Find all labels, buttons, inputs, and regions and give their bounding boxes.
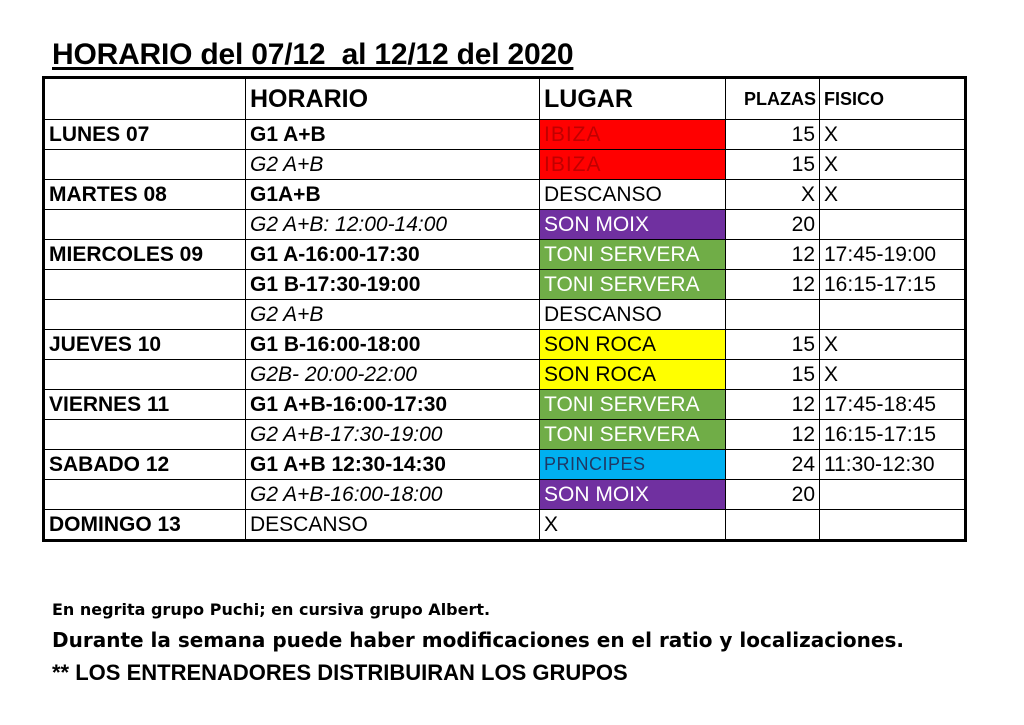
table-row bbox=[44, 240, 966, 270]
lugar-cell: TONI SERVERA bbox=[540, 240, 726, 270]
lugar-cell: SON MOIX bbox=[540, 480, 726, 510]
table-row bbox=[44, 450, 966, 480]
day-cell bbox=[44, 420, 246, 450]
table-row bbox=[44, 150, 966, 180]
note-groups-legend: En negrita grupo Puchi; en cursiva grupo Albert. bbox=[52, 600, 491, 619]
lugar-cell: TONI SERVERA bbox=[540, 420, 726, 450]
table-row bbox=[44, 300, 966, 330]
day-cell: DOMINGO 13 bbox=[44, 510, 246, 541]
plazas-cell: 20 bbox=[726, 210, 820, 240]
horario-cell: G2 A+B bbox=[246, 150, 540, 180]
schedule-body bbox=[44, 78, 966, 541]
fisico-cell: X bbox=[820, 330, 966, 360]
horario-cell: G1A+B bbox=[246, 180, 540, 210]
fisico-cell bbox=[820, 300, 966, 330]
fisico-cell: X bbox=[820, 120, 966, 150]
plazas-cell: 12 bbox=[726, 270, 820, 300]
day-cell: VIERNES 11 bbox=[44, 390, 246, 420]
horario-cell: G2 A+B: 12:00-14:00 bbox=[246, 210, 540, 240]
header-row bbox=[44, 78, 966, 120]
plazas-cell: 24 bbox=[726, 450, 820, 480]
table-row bbox=[44, 180, 966, 210]
fisico-cell: X bbox=[820, 180, 966, 210]
horario-cell: G1 A+B-16:00-17:30 bbox=[246, 390, 540, 420]
plazas-cell: 15 bbox=[726, 360, 820, 390]
plazas-cell: 15 bbox=[726, 330, 820, 360]
fisico-cell: X bbox=[820, 150, 966, 180]
table-row bbox=[44, 510, 966, 541]
horario-cell: G2B- 20:00-22:00 bbox=[246, 360, 540, 390]
plazas-cell: 20 bbox=[726, 480, 820, 510]
fisico-cell: 17:45-19:00 bbox=[820, 240, 966, 270]
fisico-cell: 16:15-17:15 bbox=[820, 420, 966, 450]
lugar-cell: DESCANSO bbox=[540, 300, 726, 330]
header-lugar: LUGAR bbox=[540, 78, 726, 120]
day-cell bbox=[44, 360, 246, 390]
lugar-cell: SON ROCA bbox=[540, 360, 726, 390]
horario-cell: G1 A-16:00-17:30 bbox=[246, 240, 540, 270]
header-plazas: PLAZAS bbox=[726, 78, 820, 120]
day-cell bbox=[44, 210, 246, 240]
horario-cell: G1 B-17:30-19:00 bbox=[246, 270, 540, 300]
table-row bbox=[44, 120, 966, 150]
day-cell: SABADO 12 bbox=[44, 450, 246, 480]
day-cell bbox=[44, 150, 246, 180]
note-coaches: ** LOS ENTRENADORES DISTRIBUIRAN LOS GRUPOS bbox=[52, 660, 628, 685]
day-cell bbox=[44, 480, 246, 510]
table-row bbox=[44, 390, 966, 420]
fisico-cell: 16:15-17:15 bbox=[820, 270, 966, 300]
plazas-cell bbox=[726, 510, 820, 541]
fisico-cell bbox=[820, 210, 966, 240]
horario-cell: G1 A+B bbox=[246, 120, 540, 150]
plazas-cell: X bbox=[726, 180, 820, 210]
plazas-cell: 12 bbox=[726, 390, 820, 420]
day-cell bbox=[44, 270, 246, 300]
fisico-cell bbox=[820, 480, 966, 510]
table-row bbox=[44, 270, 966, 300]
day-cell: MARTES 08 bbox=[44, 180, 246, 210]
day-cell: LUNES 07 bbox=[44, 120, 246, 150]
horario-cell: G1 B-16:00-18:00 bbox=[246, 330, 540, 360]
lugar-cell: SON ROCA bbox=[540, 330, 726, 360]
header-day bbox=[44, 78, 246, 120]
table-row bbox=[44, 210, 966, 240]
header-fisico: FISICO bbox=[820, 78, 966, 120]
fisico-cell: 11:30-12:30 bbox=[820, 450, 966, 480]
horario-cell: G1 A+B 12:30-14:30 bbox=[246, 450, 540, 480]
day-cell: MIERCOLES 09 bbox=[44, 240, 246, 270]
fisico-cell: X bbox=[820, 360, 966, 390]
horario-cell: G2 A+B-16:00-18:00 bbox=[246, 480, 540, 510]
table-row bbox=[44, 360, 966, 390]
lugar-cell: SON MOIX bbox=[540, 210, 726, 240]
schedule-table bbox=[42, 76, 967, 542]
fisico-cell: 17:45-18:45 bbox=[820, 390, 966, 420]
lugar-cell: IBIZA bbox=[540, 150, 726, 180]
lugar-cell: X bbox=[540, 510, 726, 541]
plazas-cell: 12 bbox=[726, 420, 820, 450]
horario-cell: G2 A+B-17:30-19:00 bbox=[246, 420, 540, 450]
day-cell: JUEVES 10 bbox=[44, 330, 246, 360]
lugar-cell: IBIZA bbox=[540, 120, 726, 150]
header-horario: HORARIO bbox=[246, 78, 540, 120]
table-row bbox=[44, 480, 966, 510]
day-cell bbox=[44, 300, 246, 330]
plazas-cell: 15 bbox=[726, 120, 820, 150]
note-modifications: Durante la semana puede haber modificaciones en el ratio y localizaciones. bbox=[52, 628, 904, 652]
lugar-cell: TONI SERVERA bbox=[540, 390, 726, 420]
plazas-cell bbox=[726, 300, 820, 330]
table-row bbox=[44, 330, 966, 360]
fisico-cell bbox=[820, 510, 966, 541]
plazas-cell: 15 bbox=[726, 150, 820, 180]
table-row bbox=[44, 420, 966, 450]
page-title: HORARIO del 07/12 al 12/12 del 2020 bbox=[52, 38, 574, 71]
horario-cell: G2 A+B bbox=[246, 300, 540, 330]
horario-cell: DESCANSO bbox=[246, 510, 540, 541]
lugar-cell: TONI SERVERA bbox=[540, 270, 726, 300]
plazas-cell: 12 bbox=[726, 240, 820, 270]
lugar-cell: DESCANSO bbox=[540, 180, 726, 210]
lugar-cell: PRINCIPES bbox=[540, 450, 726, 480]
